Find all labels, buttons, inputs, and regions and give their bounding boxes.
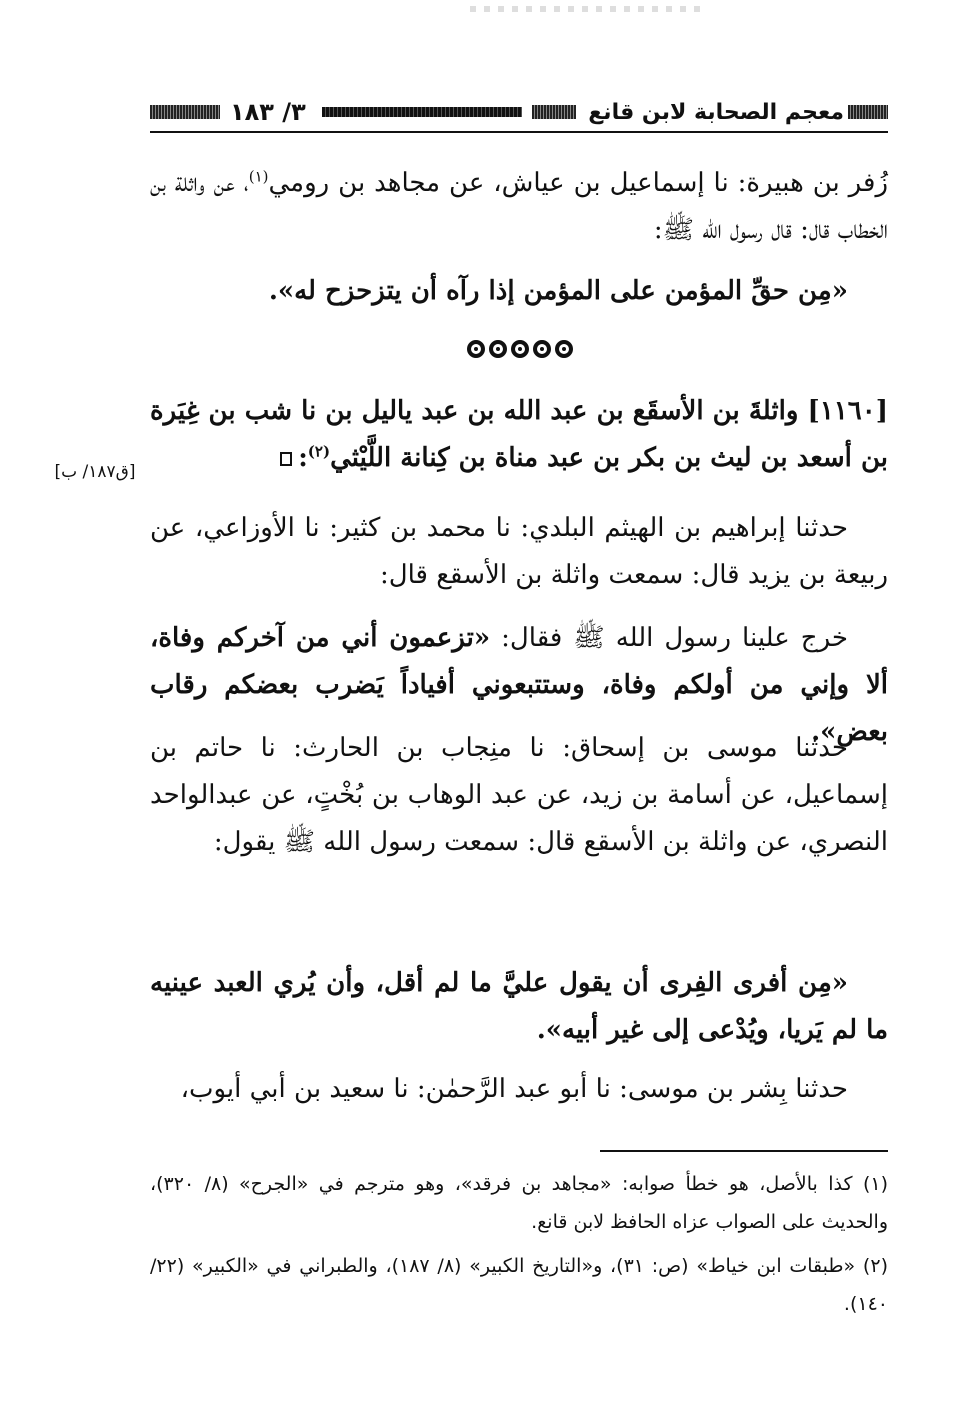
footnote-text: كذا بالأصل، هو خطأ صوابه: «مجاهد بن فرقد»، وهو مترجم في «الجرح» (٨/ ٣٢٠)، والحديث على الصواب عزاه الحافظ لابن قانع. — [150, 1173, 888, 1233]
paragraph-isnad-1 — [150, 160, 888, 254]
footnote-number: (٢) — [862, 1255, 888, 1277]
running-header — [150, 94, 888, 130]
scan-artifact — [470, 6, 700, 12]
footnote-1 — [150, 1165, 888, 1241]
square-mark-icon — [280, 452, 292, 466]
paragraph-text: ، عن واثلة بن الخطاب قال: قال رسول الله ﷺ: — [150, 168, 888, 245]
hadith-text-2: «تزعمون أني من آخركم وفاة، ألا وإني من أولكم وفاة، وستتبعوني أفياداً يَضرب بعضكم رقاب بعض». — [150, 623, 888, 747]
footnote-ref: (١) — [248, 167, 269, 186]
header-ornament-icon — [532, 105, 576, 119]
hadith-text-1: «مِن حقِّ المؤمن على المؤمن إذا رآه أن يتزحزح له». — [268, 276, 848, 306]
entry-heading-text: [١١٦٠] واثلةَ بن الأسقَع بن عبد الله بن عبد ياليل بن نا شب بن غِيَرة بن أسعد بن ليث بن بكر بن عبد مناة بن كِنانة اللَّيْثي — [150, 396, 888, 473]
footnote-text: «طبقات ابن خياط» (ص: ٣١)، و«التاريخ الكبير» (٨/ ١٨٧)، والطبراني في «الكبير» (٢٢/ ١٤٠). — [150, 1255, 888, 1315]
paragraph-text: خرج علينا رسول الله ﷺ فقال: — [490, 623, 848, 653]
paragraph-isnad-2: حدثنا إبراهيم بن الهيثم البلدي: نا محمد بن كثير: نا الأوزاعي، عن ربيعة بن يزيد قال: سمعت واثلة بن الأسقع قال: — [150, 513, 888, 590]
entry-heading — [150, 388, 888, 482]
footnote-number: (١) — [862, 1173, 888, 1195]
footnote-rule — [600, 1150, 888, 1152]
header-ornament-icon — [150, 105, 220, 119]
entry-heading-end: : — [298, 443, 308, 473]
ring-icon — [511, 340, 529, 358]
paragraph-isnad-4: حدثنا بِشر بن موسى: نا أبو عبد الرَّحمٰن: نا سعيد بن أبي أيوب، — [180, 1074, 848, 1104]
paragraph-text: زُفر بن هبيرة: نا إسماعيل بن عياش، عن مجاهد بن رومي — [268, 168, 889, 198]
header-ornament-icon — [848, 105, 888, 119]
page-number: ٣/ ١٨٣ — [230, 98, 306, 126]
book-title: معجم الصحابة لابن قانع — [588, 99, 844, 125]
ring-icon — [533, 340, 551, 358]
ring-icon — [555, 340, 573, 358]
header-bar — [322, 107, 523, 117]
header-rule — [150, 131, 888, 133]
manuscript-folio-note: [ق١٨٧/ ب] — [54, 462, 136, 482]
five-ring-ornament-icon — [440, 340, 600, 366]
ring-icon — [467, 340, 485, 358]
footnote-2 — [150, 1247, 888, 1323]
hadith-text-3: «مِن أفرى الفِرى أن يقول عليَّ ما لم أقل، وأن يُري العبد عينيه ما لم يَريا، ويُدْعى إلى غير أبيه». — [150, 968, 888, 1045]
footnote-ref: (٢) — [307, 442, 331, 461]
ring-icon — [489, 340, 507, 358]
paragraph-isnad-3: حدثنا موسى بن إسحاق: نا منِجاب بن الحارث: نا حاتم بن إسماعيل، عن أسامة بن زيد، عن عبد الوهاب بن بُخْتٍ، عن عبدالواحد النصري، عن واثلة بن الأسقع قال: سمعت رسول الله ﷺ يقول: — [150, 733, 889, 857]
